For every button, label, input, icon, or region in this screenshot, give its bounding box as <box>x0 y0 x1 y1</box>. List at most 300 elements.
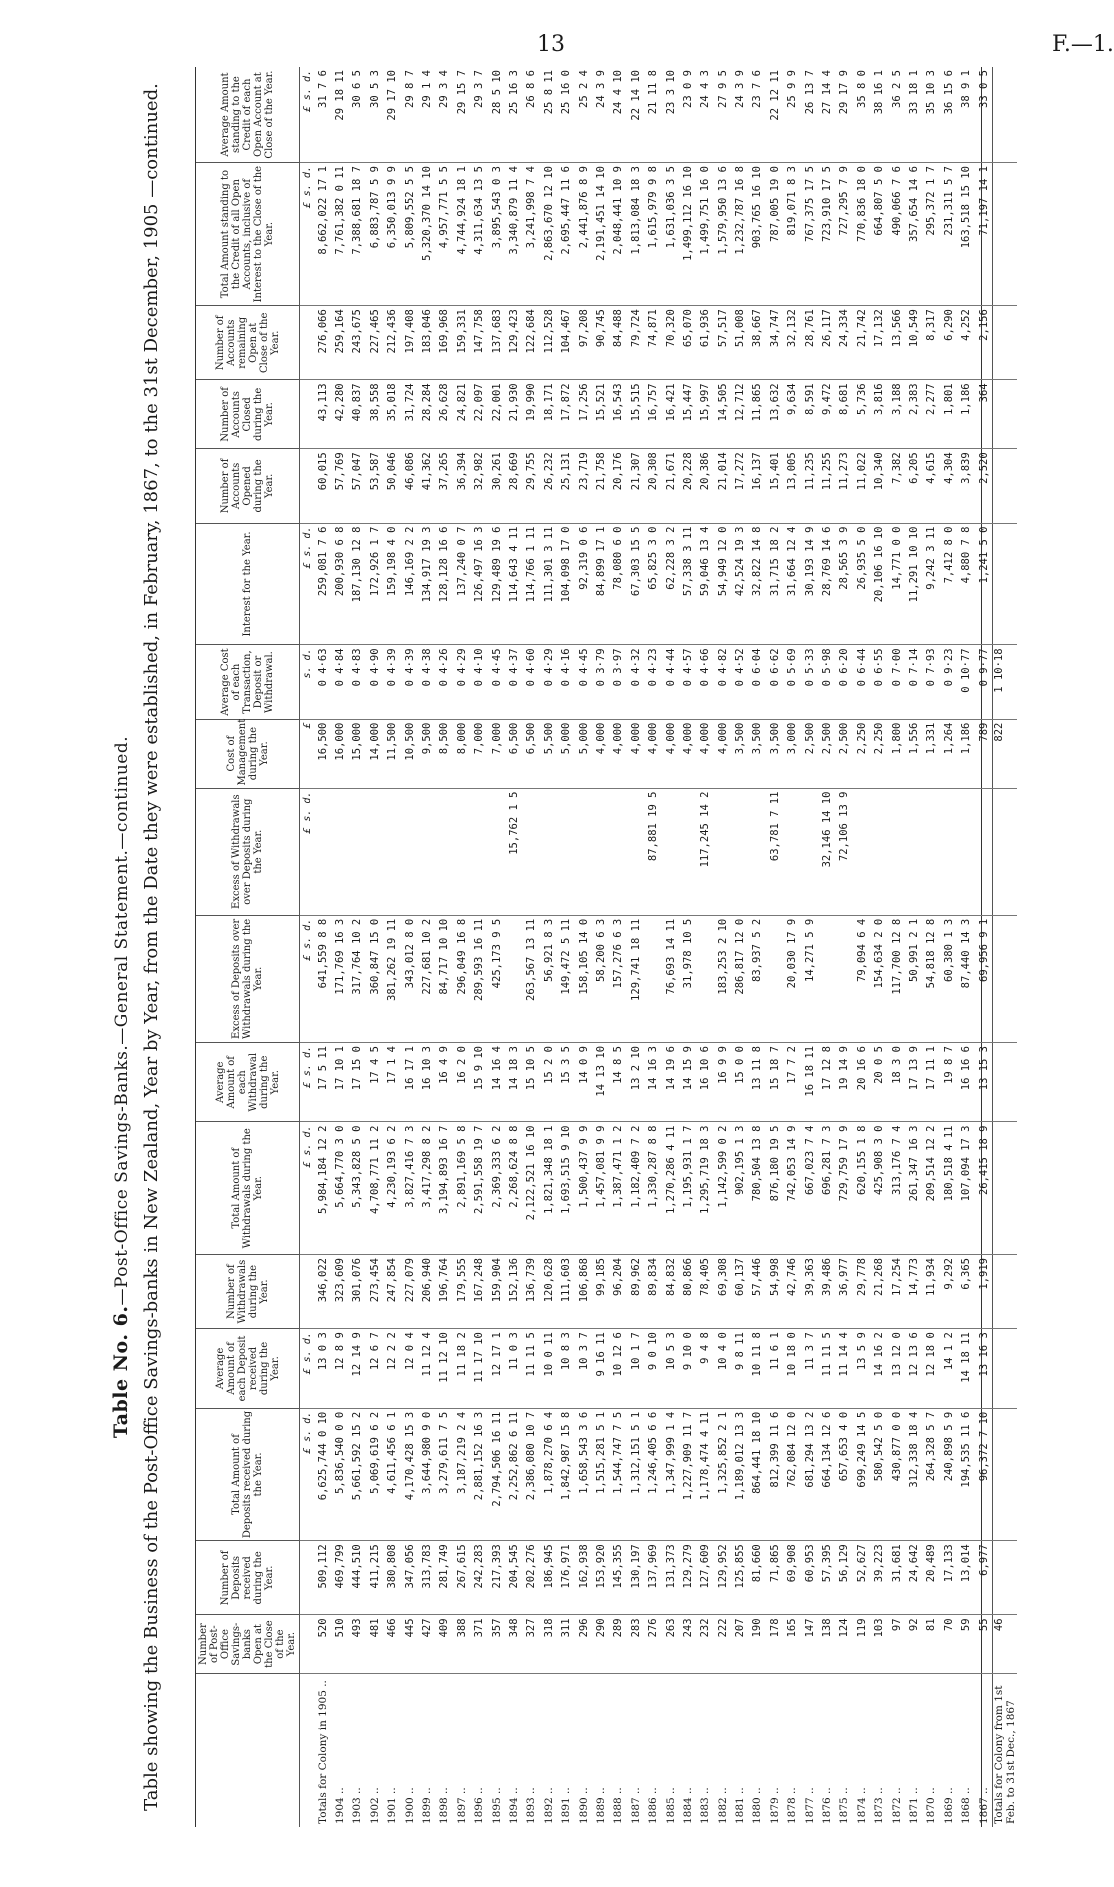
year-label: 1904 .. <box>334 1787 347 1824</box>
table-cell: 425,173 9 5 <box>488 915 505 1042</box>
table-cell: 4,000 <box>679 719 696 788</box>
table-cell: 11 12 10 <box>436 1329 453 1409</box>
table-cell <box>349 788 366 915</box>
table-cell: 24 4 10 <box>610 67 627 163</box>
table-cell: 6,365 <box>957 1255 974 1329</box>
table-cell: 2,441,876 8 9 <box>575 163 592 306</box>
table-cell: 6,500 <box>505 719 522 788</box>
table-cell: 17 13 9 <box>905 1042 922 1122</box>
table-cell: 11 11 5 <box>818 1329 835 1409</box>
table-cell: 6,500 <box>523 719 540 788</box>
table-cell: 81,660 <box>749 1541 766 1615</box>
table-cell: 281,749 <box>436 1541 453 1615</box>
table-row <box>923 67 940 1827</box>
table-cell: 509,112 <box>314 1541 331 1615</box>
table-cell: 90,745 <box>592 306 609 380</box>
table-cell: 1,330,287 8 8 <box>644 1122 661 1255</box>
table-cell: 15,000 <box>349 719 366 788</box>
table-cell: 96,204 <box>610 1255 627 1329</box>
table-cell: 0 4·45 <box>488 645 505 719</box>
table-cell: 12 8 9 <box>331 1329 348 1409</box>
table-cell: 0 5·69 <box>784 645 801 719</box>
table-cell: 147 <box>801 1615 818 1673</box>
table-cell: 25 16 3 <box>505 67 522 163</box>
table-cell: 92 <box>905 1615 922 1673</box>
table-cell: 9,292 <box>940 1255 957 1329</box>
table-cell: 5,661,592 15 2 <box>349 1408 366 1541</box>
table-cell <box>993 523 1018 645</box>
table-cell <box>731 788 748 915</box>
table-cell: 16,421 <box>662 380 679 449</box>
table-cell: 20,386 <box>697 449 714 523</box>
table-cell: 14 18 3 <box>505 1042 522 1122</box>
table-cell: 8,662,022 17 1 <box>314 163 331 306</box>
column-header: Total Amount of Withdrawals during the Year. <box>196 1122 300 1255</box>
table-cell: 137,240 0 7 <box>453 523 470 645</box>
table-cell: 0 3·79 <box>592 645 609 719</box>
table-cell <box>836 915 853 1042</box>
table-cell: 179,555 <box>453 1255 470 1329</box>
table-cell: 58,200 6 3 <box>592 915 609 1042</box>
table-cell: 787,005 19 0 <box>766 163 783 306</box>
table-cell: 31 7 6 <box>314 67 331 163</box>
table-cell: 9,500 <box>418 719 435 788</box>
year-label: 1896 .. <box>473 1787 486 1824</box>
column-header: Cost of Management during the Year. <box>196 719 300 788</box>
table-cell <box>993 1122 1018 1255</box>
table-cell: 149,472 5 11 <box>557 915 574 1042</box>
table-cell: 39,223 <box>871 1541 888 1615</box>
table-cell: 50,046 <box>384 449 401 523</box>
table-cell: 243 <box>679 1615 696 1673</box>
table-cell: 14,505 <box>714 380 731 449</box>
table-cell: 17,254 <box>888 1255 905 1329</box>
table-cell: 194,535 11 6 <box>957 1408 974 1541</box>
table-cell: 27 9 5 <box>714 67 731 163</box>
table-cell: 2,863,670 12 10 <box>540 163 557 306</box>
table-cell <box>993 915 1018 1042</box>
table-cell <box>993 163 1018 306</box>
table-cell: 29 3 4 <box>436 67 453 163</box>
table-cell <box>488 788 505 915</box>
table-cell: 84,488 <box>610 306 627 380</box>
table-cell: 0 4·83 <box>349 645 366 719</box>
table-cell: 57,446 <box>749 1255 766 1329</box>
year-label: 1891 .. <box>560 1787 573 1824</box>
table-cell: 232 <box>697 1615 714 1673</box>
table-cell: 4,000 <box>592 719 609 788</box>
table-cell: 323,609 <box>331 1255 348 1329</box>
table-cell: 14 19 6 <box>662 1042 679 1122</box>
table-cell: 51,008 <box>731 306 748 380</box>
table-cell: 2,191,451 14 10 <box>592 163 609 306</box>
year-label: 1893 .. <box>525 1787 538 1824</box>
table-cell: 0 6·44 <box>853 645 870 719</box>
table-cell: 39,486 <box>818 1255 835 1329</box>
table-cell: 4,230,193 6 2 <box>384 1122 401 1255</box>
table-cell: 17 5 11 <box>314 1042 331 1122</box>
table-cell: 27 14 4 <box>818 67 835 163</box>
table-cell: 0 6·04 <box>749 645 766 719</box>
table-cell: 0 6·55 <box>871 645 888 719</box>
table-cell: 129,741 18 11 <box>627 915 644 1042</box>
table-cell: 1,615,979 9 8 <box>644 163 661 306</box>
table-cell: 0 4·66 <box>697 645 714 719</box>
column-header: Number of Accounts Opened during the Year. <box>196 449 300 523</box>
table-cell: 1,387,471 1 2 <box>610 1122 627 1255</box>
table-cell: 2,250 <box>871 719 888 788</box>
table-cell: 4,304 <box>940 449 957 523</box>
column-header: Excess of Deposits over Withdrawals during the Year. <box>196 915 300 1042</box>
table-cell: 92,319 0 6 <box>575 523 592 645</box>
table-row <box>505 67 522 1827</box>
table-cell: 10 18 0 <box>784 1329 801 1409</box>
table-row <box>349 67 366 1827</box>
table-cell: 72,106 13 9 <box>836 788 853 915</box>
year-label: 1899 .. <box>421 1787 434 1824</box>
table-row <box>993 67 1018 1827</box>
table-cell: 15 0 0 <box>731 1042 748 1122</box>
table-cell: 3,500 <box>749 719 766 788</box>
table-cell: 36 15 6 <box>940 67 957 163</box>
table-cell: 0 4·10 <box>471 645 488 719</box>
table-cell: 313,783 <box>418 1541 435 1615</box>
table-cell: 276,066 <box>314 306 331 380</box>
table-cell: 127,609 <box>697 1541 714 1615</box>
column-header: Number of Accounts Closed during the Year. <box>196 380 300 449</box>
table-cell: 32,822 14 8 <box>749 523 766 645</box>
table-cell: 357,654 14 6 <box>905 163 922 306</box>
table-cell: 207 <box>731 1615 748 1673</box>
table-cell: 1,241 5 0 <box>975 523 993 645</box>
table-cell: 40,837 <box>349 380 366 449</box>
table-cell: 36 2 5 <box>888 67 905 163</box>
table-cell: 10 1 7 <box>627 1329 644 1409</box>
table-cell: 42,280 <box>331 380 348 449</box>
table-cell: 22 14 10 <box>627 67 644 163</box>
table-cell: 227,681 10 2 <box>418 915 435 1042</box>
table-cell: 10 3 7 <box>575 1329 592 1409</box>
table-cell: 43,113 <box>314 380 331 449</box>
table-cell: 176,971 <box>557 1541 574 1615</box>
table-cell: 327 <box>523 1615 540 1673</box>
table-cell: 134,917 19 3 <box>418 523 435 645</box>
table-cell: 60,953 <box>801 1541 818 1615</box>
table-cell: 0 4·23 <box>644 645 661 719</box>
table-cell: 78,080 6 0 <box>610 523 627 645</box>
table-cell: 762,084 12 0 <box>784 1408 801 1541</box>
table-cell: 9,634 <box>784 380 801 449</box>
table-cell: 2,500 <box>836 719 853 788</box>
table-cell: 261,347 16 3 <box>905 1122 922 1255</box>
table-cell <box>923 788 940 915</box>
table-cell: 35,018 <box>384 380 401 449</box>
table-cell: 69,908 <box>784 1541 801 1615</box>
table-cell <box>993 1042 1018 1122</box>
table-cell: 1,325,852 2 1 <box>714 1408 731 1541</box>
table-cell: 29,755 <box>523 449 540 523</box>
table-cell: 1,800 <box>888 719 905 788</box>
table-cell: 699,249 14 5 <box>853 1408 870 1541</box>
table-cell: 681,294 13 2 <box>801 1408 818 1541</box>
table-cell: 60,015 <box>314 449 331 523</box>
table-cell: 154,634 2 0 <box>871 915 888 1042</box>
table-cell: 360,847 15 0 <box>366 915 383 1042</box>
table-cell: 76,693 14 11 <box>662 915 679 1042</box>
table-cell: 12 17 1 <box>488 1329 505 1409</box>
unit-cell <box>300 1615 315 1673</box>
table-cell: 15,447 <box>679 380 696 449</box>
table-cell: 2,794,506 16 11 <box>488 1408 505 1541</box>
table-cell: 16 10 6 <box>697 1042 714 1122</box>
table-cell: 819,071 8 3 <box>784 163 801 306</box>
table-cell: 28,284 <box>418 380 435 449</box>
table-cell: 42,524 19 3 <box>731 523 748 645</box>
year-label: 1885 .. <box>664 1787 677 1824</box>
table-cell: 53,587 <box>366 449 383 523</box>
table-cell: 5,000 <box>575 719 592 788</box>
year-label: 1903 .. <box>351 1787 364 1824</box>
year-label: 1867 .. <box>977 1787 990 1824</box>
table-cell: 11,022 <box>853 449 870 523</box>
table-cell: 54,949 12 0 <box>714 523 731 645</box>
table-cell: 876,180 19 5 <box>766 1122 783 1255</box>
table-cell: 0 9·77 <box>975 645 993 719</box>
table-cell: 129,423 <box>505 306 522 380</box>
unit-cell: £ <box>300 719 315 788</box>
table-cell: 183,046 <box>418 306 435 380</box>
table-cell: 657,653 4 0 <box>836 1408 853 1541</box>
table-cell: 510 <box>331 1615 348 1673</box>
table-row <box>853 67 870 1827</box>
table-cell: 4,000 <box>644 719 661 788</box>
table-cell: 16 4 9 <box>436 1042 453 1122</box>
table-cell: 263 <box>662 1615 679 1673</box>
table-cell: 117,245 14 2 <box>697 788 714 915</box>
table-cell: 30,193 14 9 <box>801 523 818 645</box>
table-cell: 286,817 12 0 <box>731 915 748 1042</box>
year-label: 1892 .. <box>542 1787 555 1824</box>
table-row <box>975 67 993 1827</box>
table-cell: 9 0 10 <box>644 1329 661 1409</box>
table-cell: 466 <box>384 1615 401 1673</box>
table-cell: 4,000 <box>627 719 644 788</box>
table-cell: 190 <box>749 1615 766 1673</box>
table-row <box>366 67 383 1827</box>
table-cell: 114,766 1 11 <box>523 523 540 645</box>
table-cell: 17 7 2 <box>784 1042 801 1122</box>
table-cell: 0 4·60 <box>523 645 540 719</box>
column-header: Average Amount standing to the Credit of each Open Account at Close of the Year. <box>196 67 300 163</box>
table-cell <box>993 1408 1018 1541</box>
table-row <box>314 67 331 1827</box>
table-cell: 112,528 <box>540 306 557 380</box>
table-cell: 96,372 7 10 <box>975 1408 993 1541</box>
table-cell: 8,500 <box>436 719 453 788</box>
table-cell: 4,311,634 13 5 <box>471 163 488 306</box>
table-cell: 1,515,281 5 1 <box>592 1408 609 1541</box>
table-cell: 13,632 <box>766 380 783 449</box>
table-row <box>627 67 644 1827</box>
table-cell: 1,631,036 3 5 <box>662 163 679 306</box>
table-cell: 20,489 <box>923 1541 940 1615</box>
table-cell: 9,242 3 11 <box>923 523 940 645</box>
table-cell: 5,809,552 5 5 <box>401 163 418 306</box>
table-cell: 4,000 <box>714 719 731 788</box>
table-cell: 409 <box>436 1615 453 1673</box>
table-cell: 9 8 11 <box>731 1329 748 1409</box>
table-cell: 147,758 <box>471 306 488 380</box>
table-cell <box>993 1329 1018 1409</box>
table-cell: 0 4·37 <box>505 645 522 719</box>
table-cell: 14 16 3 <box>644 1042 661 1122</box>
table-cell: 99,185 <box>592 1255 609 1329</box>
table-cell: 21,268 <box>871 1255 888 1329</box>
table-cell: 0 4·63 <box>314 645 331 719</box>
table-cell: 3,417,298 8 2 <box>418 1122 435 1255</box>
table-cell: 16,000 <box>331 719 348 788</box>
table-cell: 11,500 <box>384 719 401 788</box>
table-cell: 19 8 7 <box>940 1042 957 1122</box>
table-cell: 348 <box>505 1615 522 1673</box>
table-cell: 11 6 1 <box>766 1329 783 1409</box>
table-cell: 11 14 4 <box>836 1329 853 1409</box>
table-cell <box>993 306 1018 380</box>
table-cell: 296 <box>575 1615 592 1673</box>
table-cell: 129,952 <box>714 1541 731 1615</box>
table-cell: 14 8 5 <box>610 1042 627 1122</box>
table-cell: 2,695,447 11 6 <box>557 163 574 306</box>
table-cell: 23,719 <box>575 449 592 523</box>
table-cell: 227,465 <box>366 306 383 380</box>
table-cell: 17 4 5 <box>366 1042 383 1122</box>
table-cell: 7,412 8 0 <box>940 523 957 645</box>
table-cell: 2,156 <box>975 306 993 380</box>
table-cell: 202,276 <box>523 1541 540 1615</box>
table-cell: 35 8 0 <box>853 67 870 163</box>
table-cell: 11,235 <box>801 449 818 523</box>
table-cell: 5,069,619 6 2 <box>366 1408 383 1541</box>
unit-cell: £ s. d. <box>300 163 315 306</box>
table-cell: 1,312,151 5 1 <box>627 1408 644 1541</box>
table-cell: 11 11 5 <box>523 1329 540 1409</box>
table-cell: 15 9 10 <box>471 1042 488 1122</box>
unit-cell: £ s. d. <box>300 523 315 645</box>
table-cell: 60,137 <box>731 1255 748 1329</box>
table-cell: 664,134 12 6 <box>818 1408 835 1541</box>
table-cell: 14,271 5 9 <box>801 915 818 1042</box>
table-cell: 3,644,980 9 0 <box>418 1408 435 1541</box>
table-cell: 137,683 <box>488 306 505 380</box>
table-cell: 71,197 14 1 <box>975 163 993 306</box>
table-cell: 19,990 <box>523 380 540 449</box>
table-cell: 259,081 7 6 <box>314 523 331 645</box>
table-cell: 84,832 <box>662 1255 679 1329</box>
table-cell <box>557 788 574 915</box>
year-label: 1894 .. <box>507 1787 520 1824</box>
table-cell: 14 16 2 <box>871 1329 888 1409</box>
table-row <box>818 67 835 1827</box>
table-cell: 5,320,370 14 10 <box>418 163 435 306</box>
table-row <box>714 67 731 1827</box>
table-cell <box>905 788 922 915</box>
table-cell: 29,778 <box>853 1255 870 1329</box>
table-cell: 0 4·84 <box>331 645 348 719</box>
table-cell: 729,759 17 9 <box>836 1122 853 1255</box>
table-cell: 145,355 <box>610 1541 627 1615</box>
table-cell: 29 17 10 <box>384 67 401 163</box>
table-cell: 196,764 <box>436 1255 453 1329</box>
year-label: 1901 .. <box>386 1787 399 1824</box>
table-cell: 200,930 6 8 <box>331 523 348 645</box>
table-cell: 2,881,152 16 3 <box>471 1408 488 1541</box>
table-cell: 13 16 3 <box>975 1329 993 1409</box>
table-row <box>871 67 888 1827</box>
table-cell: 11 17 10 <box>471 1329 488 1409</box>
unit-cell: £ s. d. <box>300 788 315 915</box>
table-cell <box>888 788 905 915</box>
table-cell: 313,176 7 4 <box>888 1122 905 1255</box>
table-cell: 16 10 3 <box>418 1042 435 1122</box>
table-cell: 2,591,558 19 7 <box>471 1122 488 1255</box>
unit-cell: £ s. d. <box>300 1122 315 1255</box>
table-cell: 4,615 <box>923 449 940 523</box>
table-cell: 8,591 <box>801 380 818 449</box>
column-header: Number of Post-Office Savings-banks Open at the Close of the Year. <box>196 1615 300 1673</box>
table-cell <box>714 788 731 915</box>
table-cell: 1,186 <box>957 380 974 449</box>
year-label: 1900 .. <box>403 1787 416 1824</box>
table-cell: 14 0 9 <box>575 1042 592 1122</box>
table-cell: 15,401 <box>766 449 783 523</box>
table-cell: 32,146 14 10 <box>818 788 835 915</box>
table-cell: 380,808 <box>384 1541 401 1615</box>
table-cell: 23 3 10 <box>662 67 679 163</box>
table-cell: 13,005 <box>784 449 801 523</box>
table-cell: 14 15 9 <box>679 1042 696 1122</box>
table-cell <box>679 788 696 915</box>
table-cell: 24,642 <box>905 1541 922 1615</box>
table-cell: 12 0 4 <box>401 1329 418 1409</box>
table-cell: 29 17 9 <box>836 67 853 163</box>
table-cell: 347,056 <box>401 1541 418 1615</box>
table-cell: 65,070 <box>679 306 696 380</box>
table-cell: 1,499,751 16 0 <box>697 163 714 306</box>
table-cell: 381,262 19 11 <box>384 915 401 1042</box>
table-cell: 25 2 4 <box>575 67 592 163</box>
table-cell: 2,048,441 10 9 <box>610 163 627 306</box>
table-cell: 1,821,348 18 1 <box>540 1122 557 1255</box>
table-cell: 28,769 14 6 <box>818 523 835 645</box>
table-cell: 4,170,428 15 3 <box>401 1408 418 1541</box>
table-row <box>453 67 470 1827</box>
table-cell: 33 18 1 <box>905 67 922 163</box>
table-cell: 26,232 <box>540 449 557 523</box>
table-cell: 16 17 1 <box>401 1042 418 1122</box>
table-cell: 15,515 <box>627 380 644 449</box>
table-cell: 30 6 5 <box>349 67 366 163</box>
table-cell: 67,303 15 5 <box>627 523 644 645</box>
table-cell: 18,171 <box>540 380 557 449</box>
table-cell: 126,497 16 3 <box>471 523 488 645</box>
table-cell: 16 9 9 <box>714 1042 731 1122</box>
table-cell: 159,331 <box>453 306 470 380</box>
table-cell: 39,363 <box>801 1255 818 1329</box>
table-cell: 290 <box>592 1615 609 1673</box>
table-cell: 2,386,080 10 7 <box>523 1408 540 1541</box>
table-cell: 15 18 7 <box>766 1042 783 1122</box>
table-cell <box>540 788 557 915</box>
